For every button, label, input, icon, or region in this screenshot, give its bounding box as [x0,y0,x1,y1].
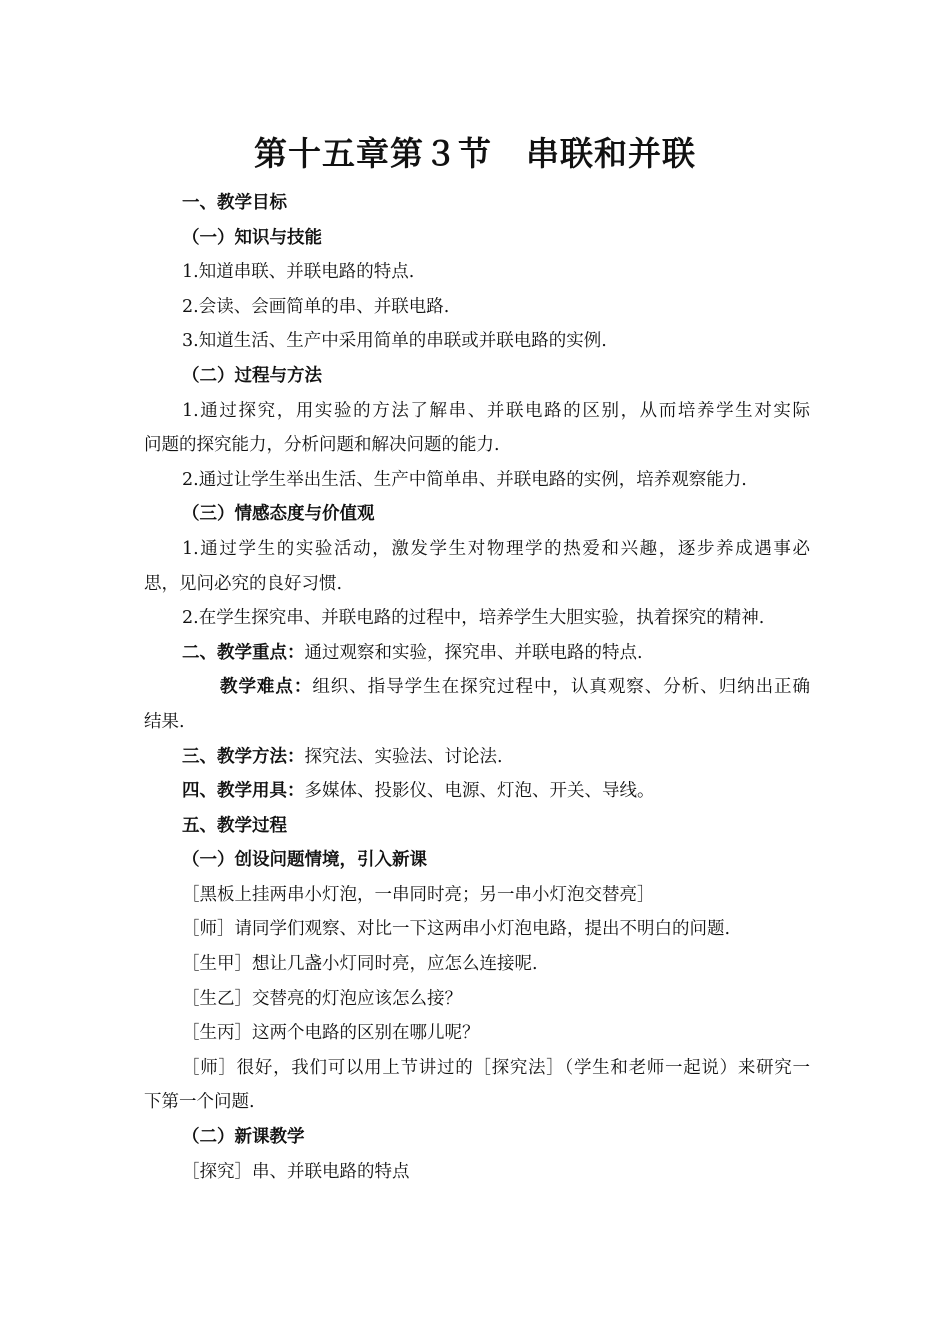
section-heading-objectives: 一、教学目标 [182,193,287,213]
subsection-heading-attitude: （三）情感态度与价值观 [182,504,375,525]
paragraph-line: ［黑板上挂两串小灯泡，一串同时亮；另一串小灯泡交替亮］ [182,884,655,905]
paragraph-line: 结果. [144,711,185,732]
key-points-line [144,636,810,671]
paragraph-line: 2.在学生探究串、并联电路的过程中，培养学生大胆实验，执着探究的精神. [182,608,765,629]
subsection-heading-new-lesson: （二）新课教学 [182,1127,305,1148]
teaching-methods-label: 三、教学方法： [182,746,305,767]
paragraph-line: ［师］很好，我们可以用上节讲过的［探究法］（学生和老师一起说）来研究一 [182,1057,810,1078]
paragraph-line: 1.通过学生的实验活动，激发学生对物理学的热爱和兴趣，逐步养成遇事必 [182,538,810,559]
subsection-heading-process: （二）过程与方法 [182,365,322,386]
teaching-tools-line [144,774,810,809]
section-heading-process: 五、教学过程 [182,815,287,836]
paragraph-line: 2.通过让学生举出生活、生产中简单串、并联电路的实例，培养观察能力. [182,469,747,490]
teaching-tools-label: 四、教学用具： [182,781,305,802]
subsection-heading-knowledge: （一）知识与技能 [182,227,322,248]
paragraph-line: ［师］请同学们观察、对比一下这两串小灯泡电路，提出不明白的问题. [182,919,731,940]
paragraph-line: 问题的探究能力，分析问题和解决问题的能力. [144,435,500,456]
paragraph-line: 1.通过探究，用实验的方法了解串、并联电路的区别，从而培养学生对实际 [182,400,810,421]
paragraph-line: ［生甲］想让几盏小灯同时亮，应怎么连接呢. [182,954,538,975]
paragraph-line: 思，见问必究的良好习惯. [144,573,343,594]
subsection-heading-intro: （一）创设问题情境，引入新课 [182,850,427,871]
paragraph-line: 2.会读、会画简单的串、并联电路. [182,296,450,317]
difficult-points-text: 组织、指导学生在探究过程中，认真观察、分析、归纳出正确 [312,677,811,698]
paragraph-line: ［生丙］这两个电路的区别在哪儿呢？ [182,1023,480,1044]
key-points-label: 二、教学重点： [182,642,305,663]
paragraph-line: 1.知道串联、并联电路的特点. [182,262,415,283]
paragraph-line: 下第一个问题. [144,1092,255,1113]
paragraph-line: 3.知道生活、生产中采用简单的串联或并联电路的实例. [182,331,607,352]
difficult-points-line [144,670,810,705]
teaching-methods-line [144,740,810,775]
difficult-points-label: 教学难点： [220,677,313,698]
paragraph-line: ［生乙］交替亮的灯泡应该怎么接？ [182,988,462,1009]
key-points-text: 通过观察和实验，探究串、并联电路的特点. [304,642,643,663]
document-body [144,186,810,1189]
page-title: 第十五章第３节 串联和并联 [254,134,696,173]
paragraph-line: ［探究］串、并联电路的特点 [182,1161,410,1182]
teaching-tools-text: 多媒体、投影仪、电源、灯泡、开关、导线。 [304,781,655,802]
teaching-methods-text: 探究法、实验法、讨论法. [304,746,503,767]
